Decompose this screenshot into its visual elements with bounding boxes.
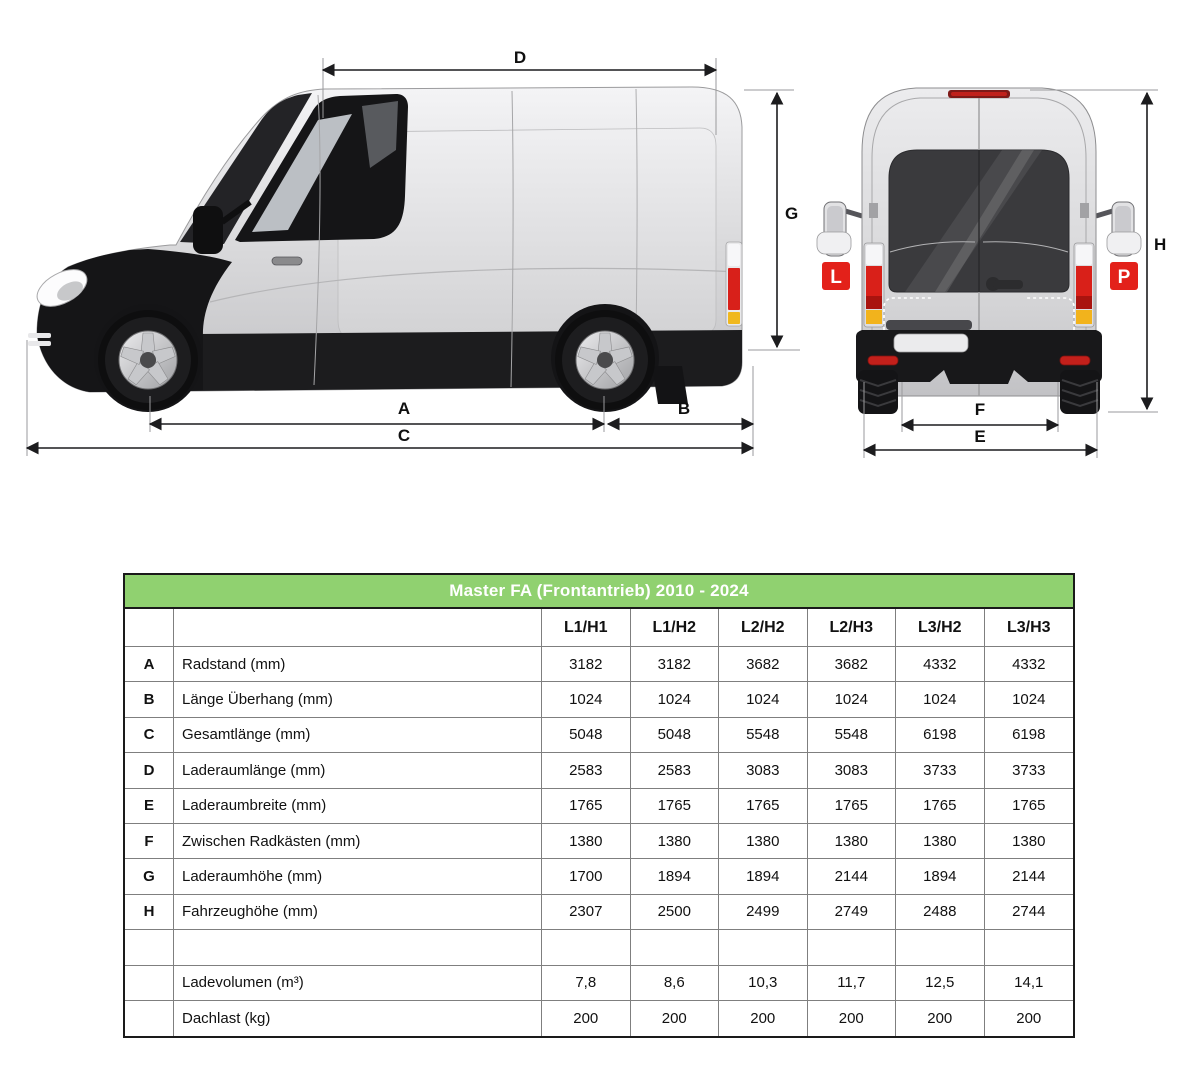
value-cell: 2583 xyxy=(631,753,720,788)
value-cell: 2488 xyxy=(896,895,985,930)
dimension-label-a: A xyxy=(397,399,411,418)
value-cell: 1380 xyxy=(719,824,808,859)
table-spacer-row xyxy=(125,930,1073,965)
value-cell: 1024 xyxy=(985,682,1074,717)
value-cell: 1380 xyxy=(896,824,985,859)
value-cell: 1894 xyxy=(719,859,808,894)
value-cell: 1765 xyxy=(985,789,1074,824)
value-cell: 200 xyxy=(808,1001,897,1036)
value-cell: 1380 xyxy=(631,824,720,859)
value-cell: 2144 xyxy=(808,859,897,894)
value-cell: 1380 xyxy=(808,824,897,859)
value-cell: 2499 xyxy=(719,895,808,930)
column-header-cell: L2/H2 xyxy=(719,609,808,647)
value-cell xyxy=(985,930,1074,965)
door-handle xyxy=(272,257,302,265)
side-tail-light xyxy=(726,242,742,326)
table-row xyxy=(125,682,1073,717)
value-cell: 4332 xyxy=(985,647,1074,682)
value-cell: 1700 xyxy=(542,859,631,894)
header-corner-cell xyxy=(174,609,542,647)
value-cell xyxy=(542,930,631,965)
row-letter-cell: B xyxy=(125,682,174,717)
third-brake-light-inner xyxy=(951,92,1007,96)
side-mirror xyxy=(193,206,223,254)
dimension-label-d: D xyxy=(513,48,527,67)
dimension-label-f: F xyxy=(974,400,986,419)
value-cell xyxy=(719,930,808,965)
column-header-cell: L3/H3 xyxy=(985,609,1074,647)
value-cell: 200 xyxy=(719,1001,808,1036)
value-cell: 2144 xyxy=(985,859,1074,894)
rear-wheel xyxy=(555,310,655,410)
value-cell: 4332 xyxy=(896,647,985,682)
rear-reflector xyxy=(868,356,898,365)
value-cell: 200 xyxy=(1016,1010,1042,1028)
row-letter-cell: F xyxy=(125,824,174,859)
value-cell: 1765 xyxy=(896,789,985,824)
header-corner-cell xyxy=(125,609,174,647)
dimension-a xyxy=(150,396,604,432)
row-label-cell: Länge Überhang (mm) xyxy=(174,682,542,717)
left-tail-light xyxy=(864,243,884,327)
value-cell: 200 xyxy=(896,1001,985,1036)
value-cell: 1380 xyxy=(542,824,631,859)
value-cell: 1894 xyxy=(896,859,985,894)
value-cell: 200 xyxy=(542,1001,631,1036)
row-label-cell: Laderaumhöhe (mm) xyxy=(174,859,542,894)
van-dimension-diagram xyxy=(0,0,1200,520)
pillar-hinge xyxy=(1080,203,1089,218)
fog-light-slat xyxy=(28,333,51,338)
van-rear-view xyxy=(817,88,1141,414)
value-cell: 12,5 xyxy=(896,966,985,1001)
value-cell: 5048 xyxy=(542,718,631,753)
value-cell: 7,8 xyxy=(542,966,631,1001)
right-mirror xyxy=(1096,202,1141,256)
row-letter-cell xyxy=(125,1001,174,1036)
value-cell: 10,3 xyxy=(719,966,808,1001)
row-letter-cell: A xyxy=(125,647,174,682)
value-cell: 5048 xyxy=(631,718,720,753)
table-row xyxy=(125,753,1073,788)
value-cell: 1765 xyxy=(631,789,720,824)
column-header-cell: L1/H1 xyxy=(542,609,631,647)
value-cell xyxy=(808,930,897,965)
value-cell: 1765 xyxy=(542,789,631,824)
table-row xyxy=(125,789,1073,824)
value-cell: 2583 xyxy=(542,753,631,788)
dimension-label-b: B xyxy=(677,399,691,418)
table-header-row xyxy=(125,609,1073,647)
row-label-cell: Radstand (mm) xyxy=(174,647,542,682)
row-label-cell: Ladevolumen (m³) xyxy=(174,966,542,1001)
value-cell: 1894 xyxy=(631,859,720,894)
value-cell: 3182 xyxy=(631,647,720,682)
value-cell: 14,1 xyxy=(985,966,1074,1001)
p-plate-badge xyxy=(1110,262,1138,290)
row-label-cell: Laderaumlänge (mm) xyxy=(174,753,542,788)
table-row xyxy=(125,966,1073,1001)
value-cell: 3083 xyxy=(808,753,897,788)
table-row xyxy=(125,824,1073,859)
value-cell: 1765 xyxy=(719,789,808,824)
row-letter-cell: D xyxy=(125,753,174,788)
value-cell: 3733 xyxy=(896,753,985,788)
spec-table xyxy=(123,573,1075,1038)
row-label-cell: Fahrzeughöhe (mm) xyxy=(174,895,542,930)
dimension-label-g: G xyxy=(785,204,799,223)
row-letter-cell xyxy=(125,966,174,1001)
van-side-view xyxy=(28,87,742,412)
row-letter-cell: E xyxy=(125,789,174,824)
dimension-label-e: E xyxy=(974,427,986,446)
value-cell: 2307 xyxy=(542,895,631,930)
value-cell: 2749 xyxy=(808,895,897,930)
row-label-cell: Dachlast (kg) xyxy=(174,1001,542,1036)
table-title: Master FA (Frontantrieb) 2010 - 2024 xyxy=(125,575,1073,609)
table-row xyxy=(125,1001,1073,1036)
front-wheel xyxy=(98,310,198,410)
value-cell: 1024 xyxy=(808,682,897,717)
value-cell: 2744 xyxy=(985,895,1074,930)
p-plate-letter: P xyxy=(1117,267,1131,288)
value-cell: 3682 xyxy=(808,647,897,682)
value-cell: 3182 xyxy=(542,647,631,682)
value-cell: 11,7 xyxy=(808,966,897,1001)
row-letter-cell xyxy=(125,930,174,965)
table-row xyxy=(125,895,1073,930)
value-cell: 3682 xyxy=(719,647,808,682)
value-cell: 1765 xyxy=(808,789,897,824)
right-rear-tire xyxy=(1060,370,1100,414)
step-strip xyxy=(886,320,972,330)
value-cell: 1024 xyxy=(631,682,720,717)
table-row xyxy=(125,718,1073,753)
value-cell: 3083 xyxy=(719,753,808,788)
l-plate-letter: L xyxy=(830,267,842,288)
dimension-g xyxy=(744,90,800,350)
pillar-hinge xyxy=(869,203,878,218)
left-mirror xyxy=(817,202,862,256)
row-label-cell: Gesamtlänge (mm) xyxy=(174,718,542,753)
column-header-cell: L1/H2 xyxy=(631,609,720,647)
value-cell: 6198 xyxy=(896,718,985,753)
license-plate xyxy=(894,334,968,352)
value-cell: 1024 xyxy=(542,682,631,717)
dimension-label-c: C xyxy=(397,426,411,445)
fog-light-slat xyxy=(28,341,51,346)
value-cell: 5548 xyxy=(719,718,808,753)
table-row xyxy=(125,647,1073,682)
value-cell: 1380 xyxy=(985,824,1074,859)
table-row xyxy=(125,859,1073,894)
value-cell xyxy=(631,930,720,965)
value-cell: 200 xyxy=(631,1001,720,1036)
value-cell: 2500 xyxy=(631,895,720,930)
value-cell: 1024 xyxy=(896,682,985,717)
column-header-cell: L3/H2 xyxy=(896,609,985,647)
column-header-cell: L2/H3 xyxy=(808,609,897,647)
l-plate-badge xyxy=(822,262,850,290)
value-cell xyxy=(896,930,985,965)
dimension-label-h: H xyxy=(1154,235,1167,254)
value-cell: 1024 xyxy=(719,682,808,717)
rear-reflector xyxy=(1060,356,1090,365)
value-cell: 3733 xyxy=(985,753,1074,788)
row-letter-cell: G xyxy=(125,859,174,894)
value-cell: 5548 xyxy=(808,718,897,753)
value-cell: 6198 xyxy=(985,718,1074,753)
row-label-cell: Zwischen Radkästen (mm) xyxy=(174,824,542,859)
tow-hitch xyxy=(944,370,1014,384)
right-tail-light xyxy=(1074,243,1094,327)
row-label-cell: Laderaumbreite (mm) xyxy=(174,789,542,824)
row-letter-cell: C xyxy=(125,718,174,753)
value-cell: 8,6 xyxy=(631,966,720,1001)
row-letter-cell: H xyxy=(125,895,174,930)
row-label-cell xyxy=(174,930,542,965)
